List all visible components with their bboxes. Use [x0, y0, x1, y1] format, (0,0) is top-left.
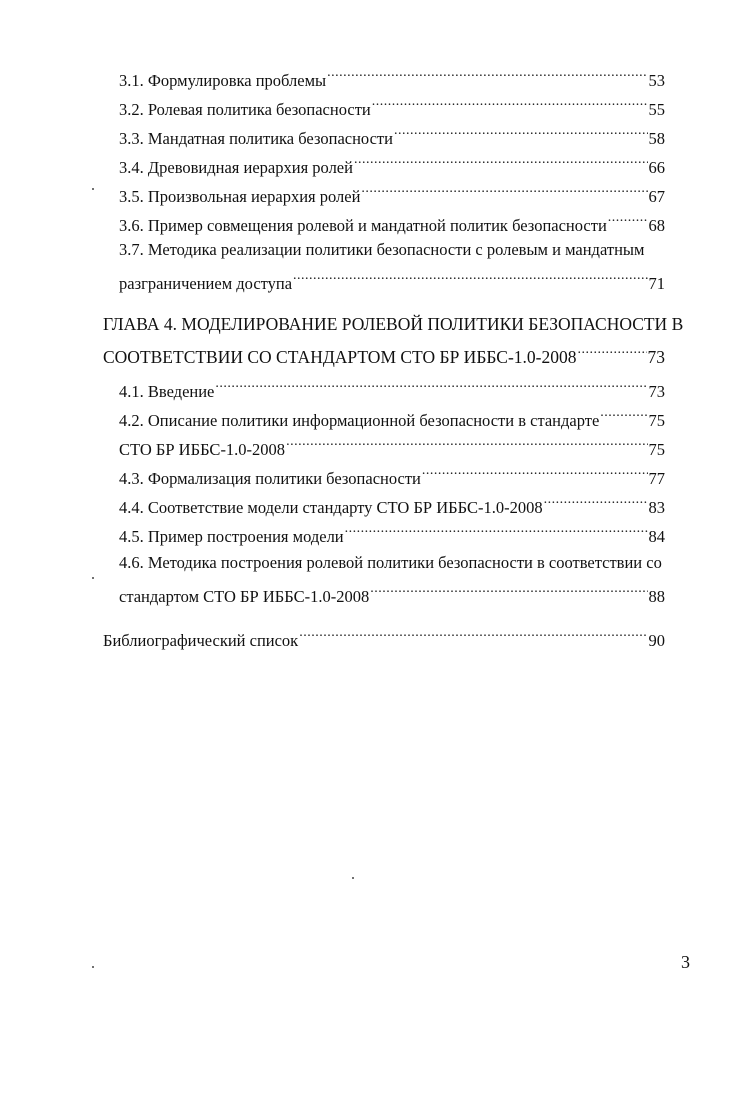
toc-entry-title: 4.4. Соответствие модели стандарту СТО БР ИББС-1.0-2008: [119, 498, 543, 517]
toc-entry-title: 4.3. Формализация политики безопасности: [119, 469, 421, 488]
leader-dots: [608, 211, 648, 231]
toc-page-number: 84: [648, 527, 665, 546]
toc-entry-title: 3.3. Мандатная политика безопасности: [119, 129, 393, 148]
toc-entry-title: Библиографический список: [103, 631, 299, 650]
toc-page-number: 75: [648, 440, 665, 459]
toc-entry-4-5: [119, 522, 665, 547]
leader-dots: [293, 269, 647, 289]
toc-page-number: 75: [648, 411, 665, 430]
toc-entry-title: разграничением доступа: [119, 274, 293, 293]
toc-page-number: 68: [648, 216, 665, 235]
leader-dots: [370, 582, 647, 602]
leader-dots: [394, 124, 648, 144]
page-number: 3: [681, 952, 690, 972]
toc-entry-4-6: [119, 582, 665, 607]
toc-entry-title: 3.4. Древовидная иерархия ролей: [119, 158, 353, 177]
scan-speck: [92, 966, 94, 968]
toc-entry-3-6: [119, 211, 665, 236]
toc-page-number: 73: [647, 347, 665, 367]
toc-entry-3-7: [119, 269, 665, 294]
toc-entry-4-1: [119, 377, 665, 402]
toc-entry-4-2-line1: [119, 406, 665, 431]
toc-page-number: 73: [648, 382, 665, 401]
toc-entry-title: 3.6. Пример совмещения ролевой и мандатной политик безопасности: [119, 216, 607, 235]
leader-dots: [544, 493, 648, 513]
leader-dots: [299, 626, 647, 646]
toc-entry-3-5: [119, 182, 665, 207]
leader-dots: [286, 435, 647, 455]
toc-entry-3-1: [119, 66, 665, 91]
toc-entry-title: СООТВЕТСТВИИ СО СТАНДАРТОМ СТО БР ИББС-1.0-2008: [103, 347, 577, 367]
leader-dots: [327, 66, 647, 86]
toc-entry-4-3: [119, 464, 665, 489]
toc-entry-title: 4.1. Введение: [119, 382, 215, 401]
scan-speck: [352, 877, 354, 879]
toc-entry-title: СТО БР ИББС-1.0-2008: [119, 440, 286, 459]
toc-entry-title: стандартом СТО БР ИББС-1.0-2008: [119, 587, 370, 606]
chapter-4-title: [103, 343, 665, 367]
toc-entry-title: 3.1. Формулировка проблемы: [119, 71, 327, 90]
leader-dots: [372, 95, 648, 115]
toc-entry-3-3: [119, 124, 665, 149]
toc-page-number: 66: [648, 158, 665, 177]
toc-page-number: 58: [648, 129, 665, 148]
toc-entry-title: 4.5. Пример построения модели: [119, 527, 344, 546]
leader-dots: [361, 182, 647, 202]
leader-dots: [600, 406, 647, 426]
leader-dots: [215, 377, 647, 397]
toc-entry-title: 3.2. Ролевая политика безопасности: [119, 100, 371, 119]
toc-page-number: 71: [648, 274, 665, 293]
toc-entry-title: 3.5. Произвольная иерархия ролей: [119, 187, 361, 206]
leader-dots: [422, 464, 648, 484]
scan-speck: [92, 188, 94, 190]
toc-page-number: 67: [648, 187, 665, 206]
toc-entry-3-4: [119, 153, 665, 178]
toc-page-number: 88: [648, 587, 665, 606]
toc-page-number: 90: [648, 631, 665, 650]
scan-speck: [92, 577, 94, 579]
toc-entry-4-2-line2: [119, 435, 665, 460]
toc-page-number: 77: [648, 469, 665, 488]
toc-entry-4-6-line1: 4.6. Методика построения ролевой политики безопасности в соответствии со: [119, 553, 662, 572]
leader-dots: [578, 343, 647, 363]
toc-entry-3-2: [119, 95, 665, 120]
toc-page-number: 83: [648, 498, 665, 517]
toc-entry-4-4: [119, 493, 665, 518]
toc-entry-title: 4.2. Описание политики информационной безопасности в стандарте: [119, 411, 600, 430]
chapter-4-title-line1: ГЛАВА 4. МОДЕЛИРОВАНИЕ РОЛЕВОЙ ПОЛИТИКИ БЕЗОПАСНОСТИ В: [103, 314, 684, 334]
toc-page-number: 53: [648, 71, 665, 90]
toc-entry-3-7-line1: 3.7. Методика реализации политики безопасности с ролевым и мандатным: [119, 240, 645, 259]
toc-entry-bibliography: [103, 626, 665, 651]
toc-page-number: 55: [648, 100, 665, 119]
leader-dots: [354, 153, 648, 173]
leader-dots: [345, 522, 648, 542]
